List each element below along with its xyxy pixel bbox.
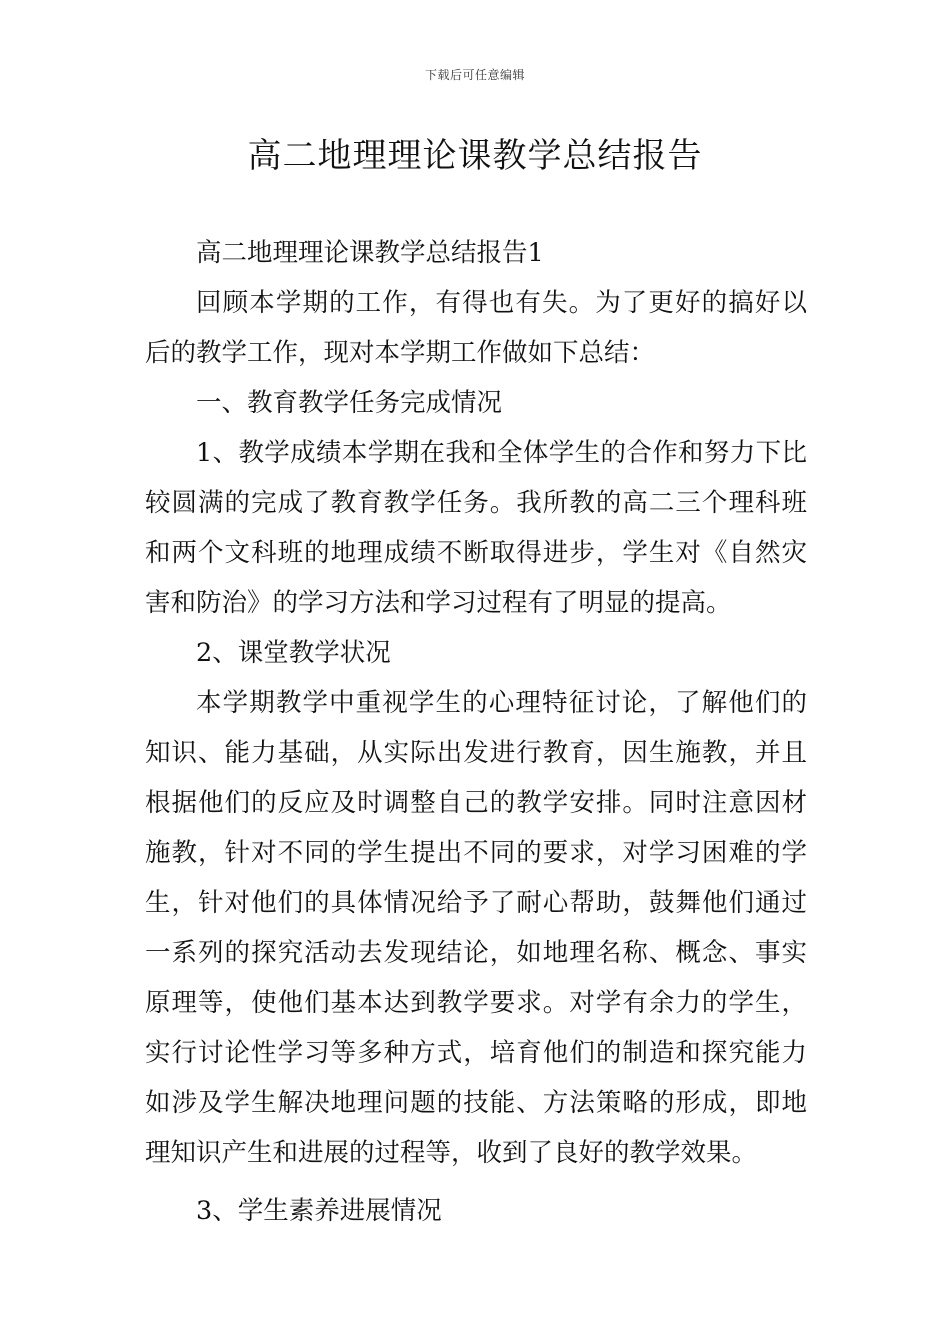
paragraph-classroom: 本学期教学中重视学生的心理特征讨论，了解他们的知识、能力基础，从实际出发进行教育，因生施教，并且根据他们的反应及时调整自己的教学安排。同时注意因材施教，针对不同的学生提出不同的要求，对学习困难的学生，针对他们的具体情况给予了耐心帮助，鼓舞他们通过一系列的探究活动去发现结论，如地理名称、概念、事实原理等，使他们基本达到教学要求。对学有余力的学生，实行讨论性学习等多种方式，培育他们的制造和探究能力如涉及学生解决地理问题的技能、方法策略的形成，即地理知识产生和进展的过程等，收到了良好的教学效果。: [145, 688, 807, 1168]
section-heading-1: 一、教育教学任务完成情况: [196, 388, 503, 418]
paragraph-intro: 回顾本学期的工作，有得也有失。为了更好的搞好以后的教学工作，现对本学期工作做如下总结：: [145, 288, 807, 368]
paragraph-subtitle: 高二地理理论课教学总结报告1: [196, 238, 544, 268]
document-title: 高二地理理论课教学总结报告: [247, 136, 703, 176]
paragraph-item-1: 1、教学成绩本学期在我和全体学生的合作和努力下比较圆满的完成了教育教学任务。我所教的高二三个理科班和两个文科班的地理成绩不断取得进步，学生对《自然灾害和防治》的学习方法和学习过程有了明显的提高。: [145, 438, 807, 618]
header-note: 下载后可任意编辑: [424, 68, 525, 82]
section-heading-3: 3、学生素养进展情况: [196, 1196, 442, 1226]
section-heading-2: 2、课堂教学状况: [196, 638, 391, 668]
document-body: [145, 228, 807, 1236]
